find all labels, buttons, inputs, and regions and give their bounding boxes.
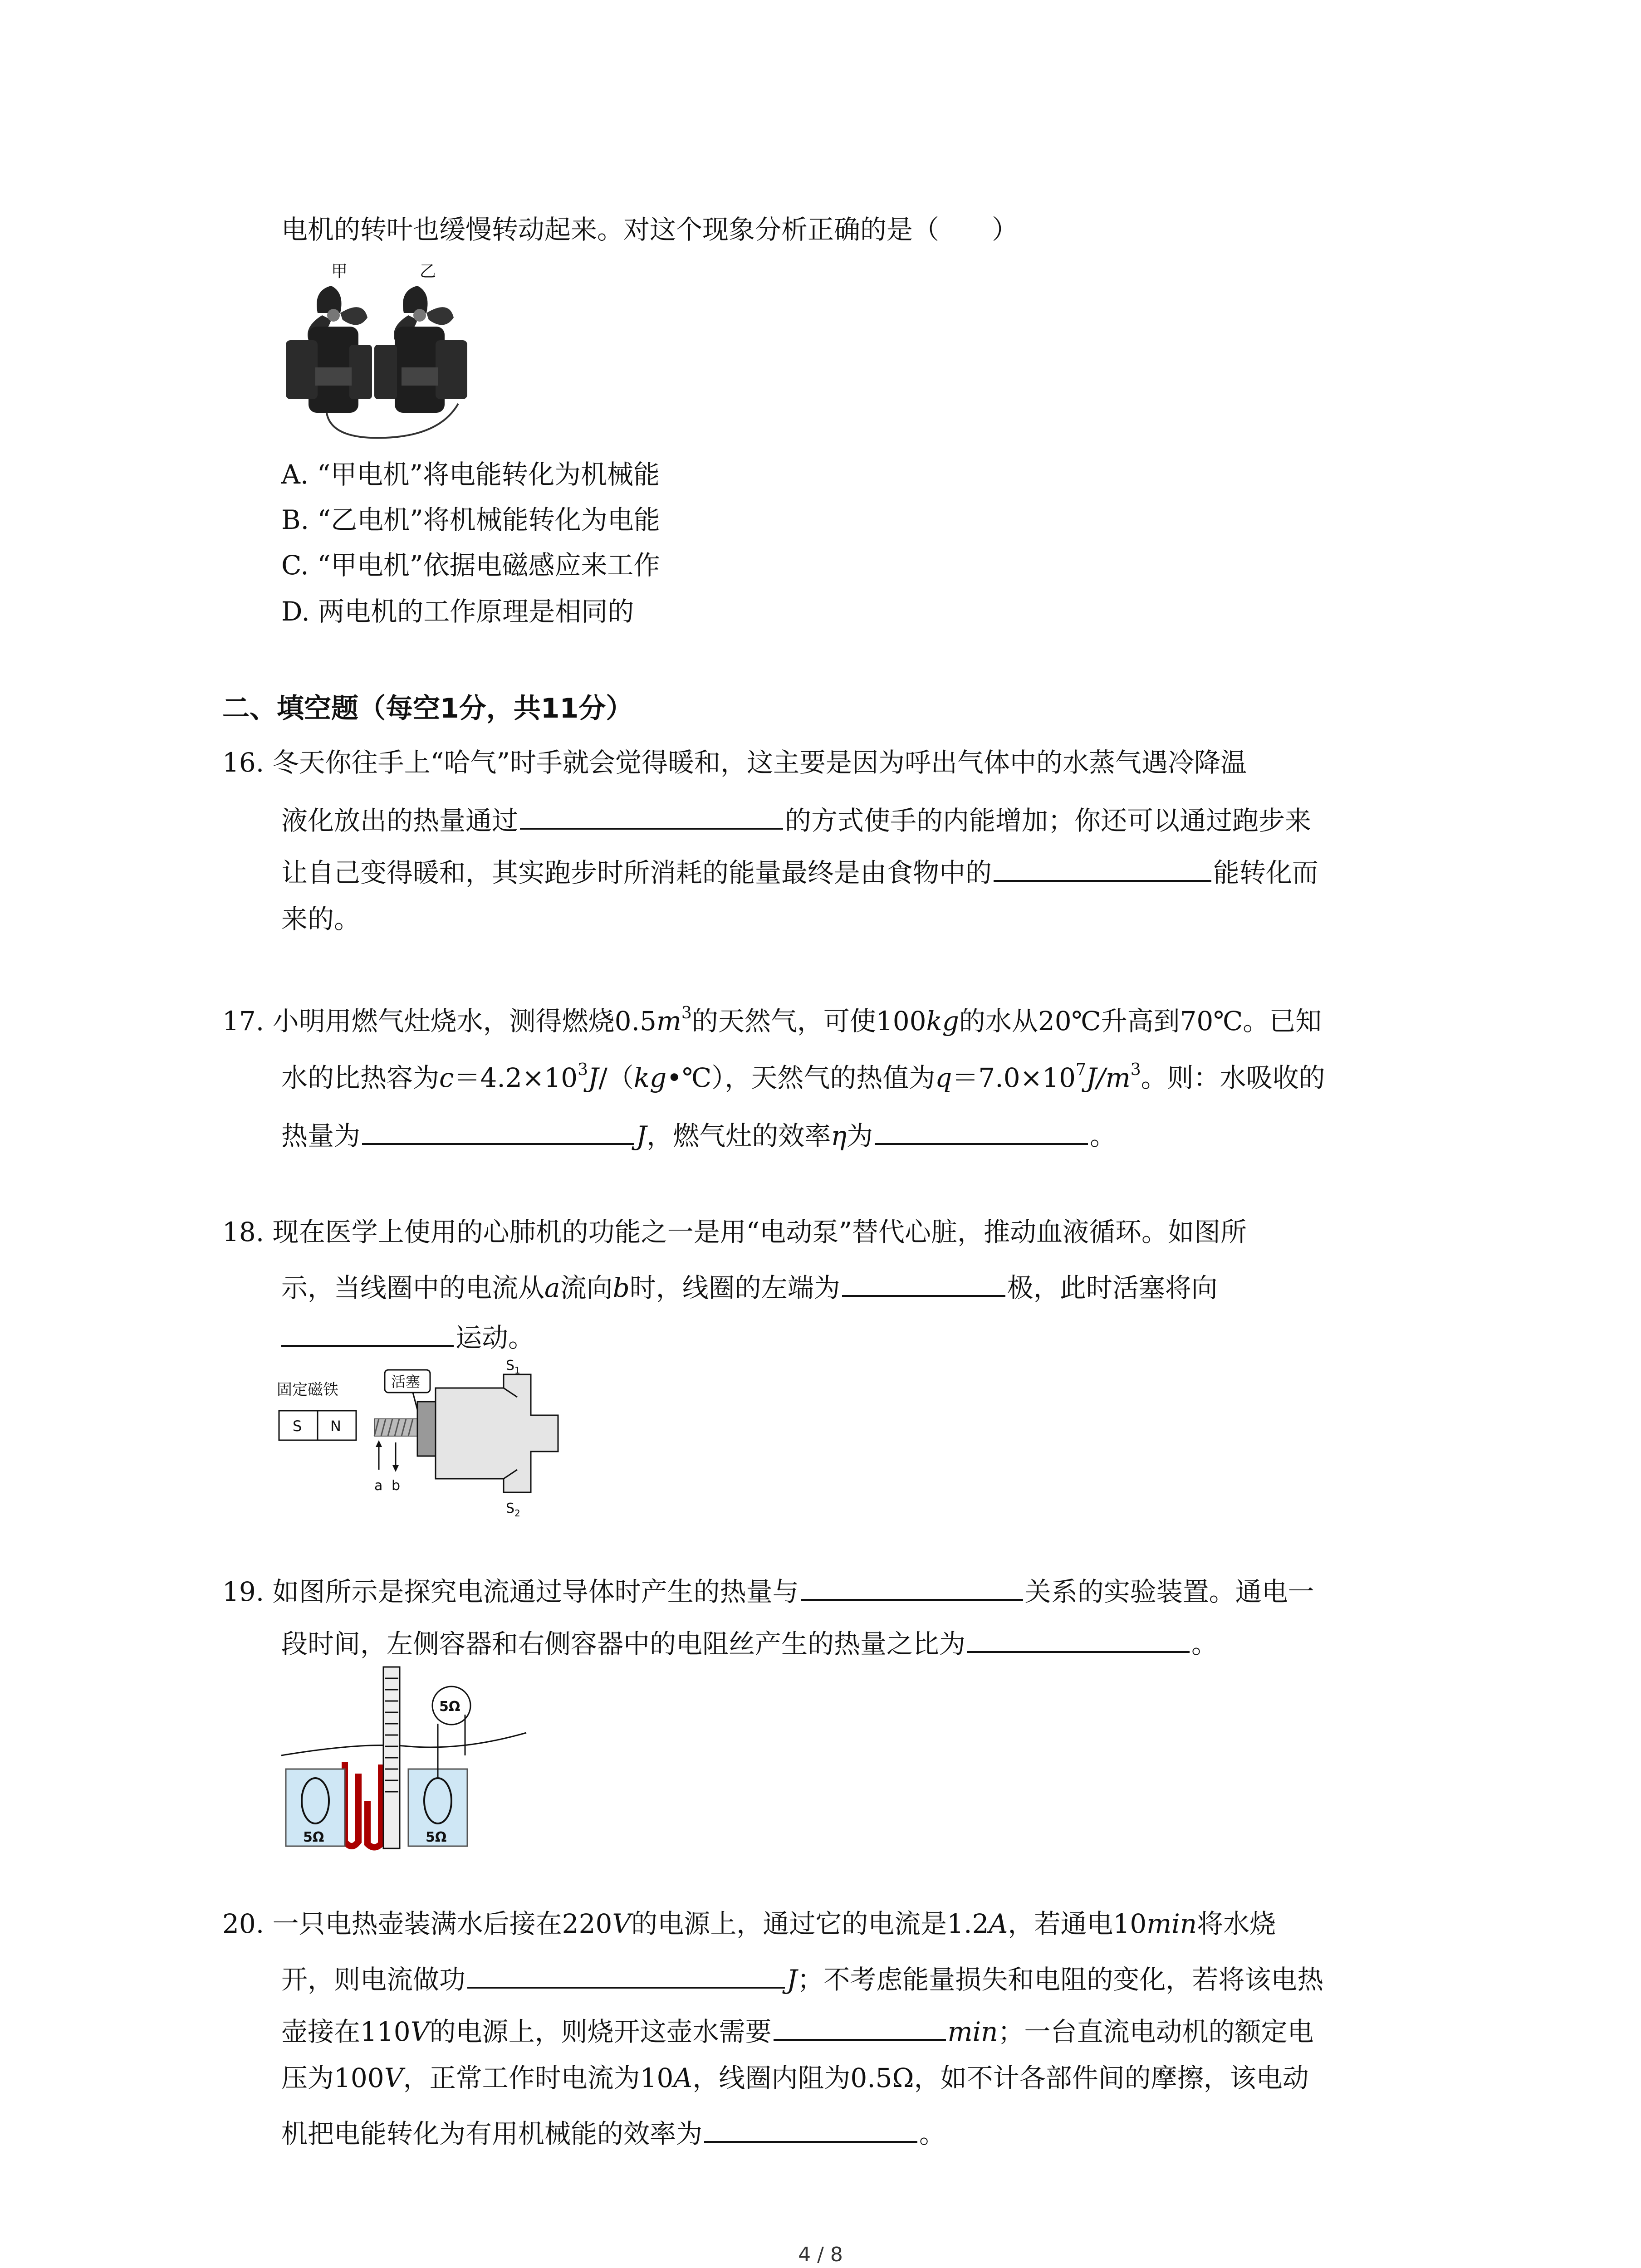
q20-unit: A (673, 2063, 693, 2093)
q17-unit: m (656, 1006, 681, 1036)
q20-line-1 (222, 1907, 1276, 1941)
right-container (408, 1769, 467, 1846)
q15-option-a[interactable]: A. “甲电机”将电能转化为机械能 (281, 459, 660, 490)
q17-text: ，燃气灶的效率 (647, 1120, 831, 1151)
q17-var: c (439, 1062, 454, 1093)
q19-blank-2[interactable] (967, 1624, 1190, 1653)
q20-text: ；不考虑能量损失和电阻的变化，若将该电热 (797, 1964, 1324, 1995)
q16-blank-1[interactable] (520, 801, 783, 830)
q18-var: b (612, 1272, 630, 1303)
section-2-title: 二、填空题（每空1分，共11分） (222, 693, 633, 724)
q15-label-yi: 乙 (420, 262, 436, 281)
q17-unit: kg (633, 1062, 667, 1093)
page-number: 4 / 8 (798, 2243, 843, 2266)
q17-unit: J (636, 1120, 647, 1151)
q17-unit: J (588, 1062, 599, 1093)
q18-label-s1: $S_1$ (506, 1358, 520, 1376)
q19-text: 。 (1191, 1628, 1218, 1659)
motor-yi-icon (374, 286, 467, 413)
q20-line-4 (281, 2062, 1309, 2095)
q20-unit: V (384, 2063, 403, 2093)
q20-blank-2[interactable] (774, 2012, 946, 2041)
q20-text: 壶接在110 (281, 2016, 411, 2047)
motor-jia-icon (286, 286, 372, 413)
u-tube-left (345, 1762, 381, 1848)
q19-text: 段时间，左侧容器和右侧容器中的电阻丝产生的热量之比为 (281, 1628, 966, 1659)
q17-text: 的天然气，可使100 (691, 1006, 926, 1036)
q18-label-s2: $S_2$ (506, 1501, 520, 1519)
q18-text: 示，当线圈中的电流从 (281, 1272, 545, 1303)
q20-text: 的电源上，通过它的电流是1.2 (631, 1908, 989, 1939)
q19-blank-1[interactable] (801, 1572, 1023, 1601)
q18-text: 极，此时活塞将向 (1007, 1272, 1218, 1303)
q20-text: ，若通电10 (1008, 1908, 1147, 1939)
q20-text: ；一台直流电动机的额定电 (998, 2016, 1314, 2047)
q18-text: 运动。 (456, 1322, 535, 1353)
q17-var: η (831, 1120, 847, 1151)
q19-text: 关系的实验装置。通电一 (1024, 1576, 1314, 1607)
q17-line-1 (222, 1005, 1322, 1038)
q20-text: 压为100 (281, 2063, 384, 2093)
q20-text: ，正常工作时电流为10 (403, 2063, 674, 2093)
q17-text: 的水从20℃升高到70℃。已知 (959, 1006, 1322, 1036)
q19-line-1 (222, 1572, 1314, 1608)
q16-text: 让自己变得暖和，其实跑步时所消耗的能量最终是由食物中的 (281, 857, 992, 888)
q17-text: •℃），天然气的热值为 (666, 1062, 936, 1093)
q18-blank-1[interactable] (842, 1268, 1005, 1297)
q16-line-2 (281, 801, 1311, 837)
q18-text: 时，线圈的左端为 (629, 1272, 840, 1303)
q15-option-c[interactable]: C. “甲电机”依据电磁感应来工作 (281, 550, 660, 581)
q19-label-r-top: 5Ω (439, 1699, 460, 1715)
q15-option-d[interactable]: D. 两电机的工作原理是相同的 (281, 596, 634, 627)
q18-label-a: a (374, 1478, 383, 1494)
q20-unit: A (989, 1908, 1008, 1939)
q18-label-s: S (293, 1418, 302, 1435)
q16-line-3 (281, 853, 1318, 890)
q15-label-jia: 甲 (331, 262, 348, 281)
q18-line-2 (281, 1268, 1218, 1305)
q15-motors-figure (277, 259, 504, 449)
q20-text: 。 (919, 2118, 946, 2149)
q17-var: q (935, 1062, 952, 1093)
q15-option-b[interactable]: B. “乙电机”将机械能转化为电能 (281, 504, 660, 535)
q20-blank-3[interactable] (704, 2114, 917, 2143)
q20-unit: V (612, 1908, 632, 1939)
q20-unit: min (1146, 1908, 1197, 1939)
q20-text: 开，则电流做功 (281, 1964, 466, 1995)
q18-text: 流向 (560, 1272, 613, 1303)
q18-label-magnet: 固定磁铁 (277, 1381, 338, 1399)
q20-unit: V (410, 2016, 430, 2047)
scale-ruler (383, 1667, 400, 1848)
left-container (286, 1769, 345, 1846)
q20-unit: min (947, 2016, 998, 2047)
coil-icon (374, 1419, 417, 1436)
q17-text: 为 (847, 1120, 873, 1151)
q20-text: 将水烧 (1197, 1908, 1276, 1939)
q18-line-3 (281, 1318, 534, 1354)
q17-blank-2[interactable] (875, 1116, 1088, 1145)
q17-line-3 (281, 1116, 1116, 1153)
q15-stem-tail: 电机的转叶也缓慢转动起来。对这个现象分析正确的是（ ） (281, 214, 1019, 245)
q17-text: ＝7.0×10 (952, 1062, 1076, 1093)
q16-line-1: 16. 冬天你往手上“哈气”时手就会觉得暖和，这主要是因为呼出气体中的水蒸气遇冷降温 (222, 747, 1247, 778)
q18-blank-2[interactable] (281, 1318, 454, 1347)
q18-label-b: b (392, 1478, 401, 1494)
q19-line-2 (281, 1624, 1218, 1661)
q17-line-2 (281, 1061, 1325, 1095)
q17-exp: 3 (1130, 1061, 1141, 1079)
q19-label-r-left: 5Ω (303, 1829, 324, 1845)
q16-line-4: 来的。 (281, 904, 361, 934)
main-wire (281, 1733, 526, 1755)
q20-text: 20. 一只电热壶装满水后接在220 (222, 1908, 612, 1939)
q20-unit: J (787, 1964, 798, 1995)
q17-text: 。 (1090, 1120, 1117, 1151)
q17-unit: kg (926, 1006, 959, 1036)
q19-joule-apparatus-figure (272, 1665, 535, 1855)
q20-text: 机把电能转化为有用机械能的效率为 (281, 2118, 703, 2149)
q17-unit: J/m (1086, 1062, 1131, 1093)
q17-text: /（ (598, 1062, 634, 1093)
q17-text: 水的比热容为 (281, 1062, 440, 1093)
q17-text: 17. 小明用燃气灶烧水，测得燃烧0.5 (222, 1006, 656, 1036)
q20-line-5 (281, 2114, 945, 2151)
q20-text: ，线圈内阻为0.5Ω，如不计各部件间的摩擦，该电动 (692, 2063, 1309, 2093)
q16-text: 能转化而 (1213, 857, 1319, 888)
q18-label-piston: 活塞 (391, 1373, 421, 1390)
q17-text: 热量为 (281, 1120, 361, 1151)
q18-line-1: 18. 现在医学上使用的心肺机的功能之一是用“电动泵”替代心脏，推动血液循环。如图所 (222, 1217, 1247, 1247)
q16-text: 液化放出的热量通过 (281, 805, 519, 836)
q17-blank-1[interactable] (362, 1116, 634, 1145)
pump-chamber (436, 1374, 558, 1492)
q20-line-2 (281, 1960, 1323, 1996)
q18-var: a (544, 1272, 560, 1303)
q17-exp: 3 (578, 1061, 588, 1079)
piston (417, 1402, 436, 1456)
q20-line-3 (281, 2012, 1314, 2048)
q16-text: 的方式使手的内能增加；你还可以通过跑步来 (785, 805, 1312, 836)
q19-text: 19. 如图所示是探究电流通过导体时产生的热量与 (222, 1576, 799, 1607)
q17-exp: 3 (681, 1004, 692, 1022)
q20-blank-1[interactable] (467, 1960, 785, 1989)
q16-blank-2[interactable] (994, 853, 1211, 882)
q18-label-n: N (330, 1418, 341, 1435)
q17-exp: 7 (1076, 1061, 1086, 1079)
q17-text: ＝4.2×10 (454, 1062, 578, 1093)
q17-text: 。则：水吸收的 (1141, 1062, 1325, 1093)
q18-pump-figure (277, 1356, 572, 1520)
q20-text: 的电源上，则烧开这壶水需要 (429, 2016, 772, 2047)
q19-label-r-right: 5Ω (426, 1829, 447, 1845)
